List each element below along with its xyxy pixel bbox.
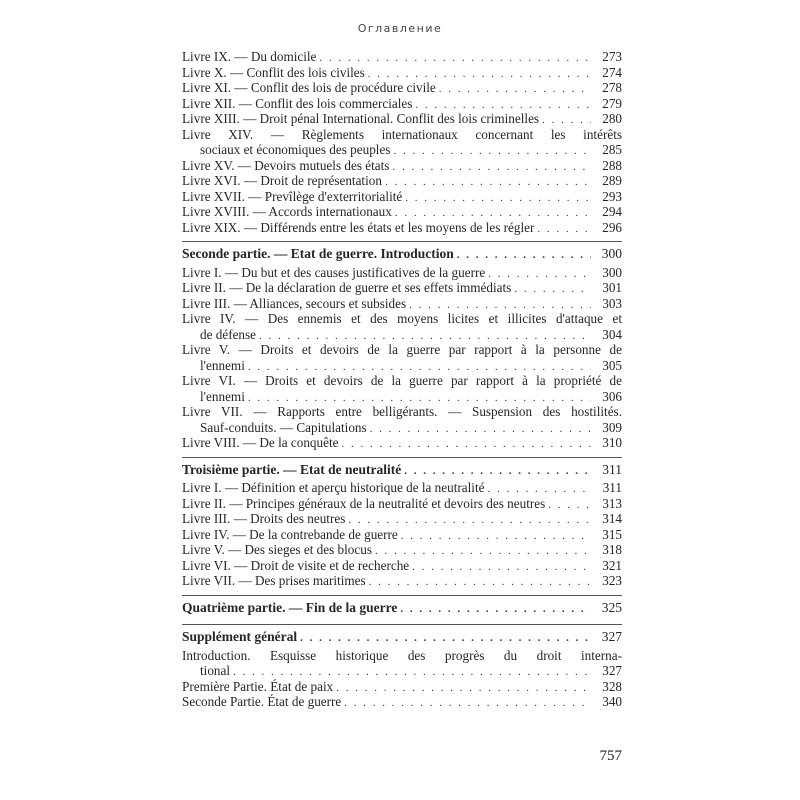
toc-entry — [182, 373, 622, 389]
toc-part-heading — [182, 246, 622, 262]
toc-entry-title: Livre VI. — Droit de visite et de recherche — [182, 557, 410, 573]
toc-page-number: 323 — [602, 573, 622, 588]
toc-entry — [182, 49, 622, 65]
dot-leader — [348, 513, 591, 527]
toc-entry — [182, 65, 622, 81]
toc-part-heading — [182, 629, 622, 645]
toc-entry-title: Livre VII. — Rapports entre belligérants. — Suspension des hostilités. — [182, 404, 622, 419]
toc-entry — [182, 111, 622, 127]
toc-page-number: 311 — [602, 480, 622, 495]
toc-page-number: 318 — [602, 542, 622, 557]
toc-entry-title: Livre XVI. — Droit de représentation — [182, 173, 382, 188]
dot-leader — [415, 98, 591, 112]
toc-entry — [182, 311, 622, 327]
toc-entry-title: Livre X. — Conflit des lois civiles — [182, 64, 365, 80]
toc-entry-title: Livre I. — Définition et aperçu historique de la neutralité — [182, 480, 485, 495]
toc-page-number: 304 — [602, 326, 622, 342]
toc-entry-title: l'ennemi — [200, 388, 245, 404]
toc-entry — [182, 679, 622, 695]
toc-entry — [182, 389, 622, 405]
dot-leader — [368, 67, 591, 81]
toc-page-number: 314 — [602, 511, 622, 526]
toc-part-heading — [182, 600, 622, 616]
toc-entry-title: tional — [200, 663, 231, 678]
dot-leader — [393, 144, 591, 158]
toc-entry-title: Livre I. — Du but et des causes justificatives de la guerre — [182, 264, 486, 280]
dot-leader — [488, 267, 591, 281]
dot-leader — [300, 631, 591, 645]
dot-leader — [392, 160, 591, 174]
toc-entry — [182, 296, 622, 312]
toc-page-number: 310 — [602, 435, 622, 450]
toc-entry — [182, 435, 622, 451]
toc-entry-title: l'ennemi — [200, 357, 245, 373]
toc-page-number: 305 — [602, 357, 622, 373]
dot-leader — [439, 82, 591, 96]
toc-entry — [182, 96, 622, 112]
toc-entry-title: Livre VI. — Droits et devoirs de la guerre par rapport à la propriété de — [182, 373, 622, 388]
toc-entry-title: Livre V. — Des sieges et des blocus — [182, 542, 372, 557]
dot-leader — [259, 329, 591, 343]
toc-entry — [182, 404, 622, 420]
toc-entry-title: Livre XIX. — Différends entre les états et les moyens de les régler — [182, 219, 535, 235]
toc-entry — [182, 648, 622, 664]
section-divider — [182, 624, 622, 625]
toc-page-number: 279 — [602, 95, 622, 111]
dot-leader — [400, 602, 591, 616]
toc-page-number: 285 — [602, 142, 622, 157]
toc-page-number: 303 — [602, 295, 622, 311]
toc-entry-title: Troisième partie. — Etat de neutralité — [182, 461, 402, 477]
toc-entry-title: de défense — [200, 326, 257, 342]
dot-leader — [514, 282, 591, 296]
toc-entry — [182, 663, 622, 679]
toc-entry — [182, 280, 622, 296]
dot-leader — [375, 544, 591, 558]
toc-entry — [182, 327, 622, 343]
toc-part-heading — [182, 462, 622, 478]
dot-leader — [487, 482, 591, 496]
dot-leader — [412, 560, 591, 574]
toc-entry — [182, 142, 622, 158]
toc-entry — [182, 558, 622, 574]
toc-entry-title: Livre VII. — Des prises maritimes — [182, 573, 366, 588]
page-number: 757 — [599, 748, 622, 764]
toc-page-number: 340 — [602, 694, 622, 709]
toc-page-number: 296 — [602, 219, 622, 235]
toc-page-number: 327 — [602, 663, 622, 678]
toc-page-number: 289 — [602, 173, 622, 188]
toc-page-number: 327 — [601, 629, 622, 644]
dot-leader — [409, 298, 591, 312]
toc-entry-title: Livre XV. — Devoirs mutuels des états — [182, 157, 390, 173]
toc-entry-title: Livre IV. — Des ennemis et des moyens licites et illicites d'attaque et — [182, 311, 622, 326]
toc-page-number: 313 — [602, 495, 622, 511]
toc-entry-title: Livre XVIII. — Accords internationaux — [182, 204, 392, 219]
dot-leader — [457, 248, 591, 262]
toc-entry — [182, 158, 622, 174]
dot-leader — [404, 464, 591, 478]
dot-leader — [385, 175, 591, 189]
dot-leader — [369, 575, 591, 589]
dot-leader — [336, 681, 591, 695]
toc-page-number: 301 — [602, 280, 622, 295]
toc-entry-title: Livre VIII. — De la conquête — [182, 435, 339, 450]
toc-entry-title: Introduction. Esquisse historique des progrès du droit interna- — [182, 647, 622, 663]
dot-leader — [401, 529, 591, 543]
dot-leader — [341, 437, 591, 451]
dot-leader — [319, 51, 591, 65]
toc-entry-title: Livre XVII. — Prevîlège d'exterritorialité — [182, 188, 403, 204]
toc-entry-title: Supplément général — [182, 629, 298, 644]
toc-entry — [182, 542, 622, 558]
toc-page-number: 300 — [601, 246, 622, 261]
toc-entry-title: Sauf-conduits. — Capitulations — [200, 419, 367, 435]
toc-entry — [182, 127, 622, 143]
toc-page-number: 274 — [602, 64, 622, 80]
dot-leader — [370, 422, 591, 436]
toc-page-number: 273 — [602, 49, 622, 64]
toc-entry — [182, 173, 622, 189]
dot-leader — [248, 391, 591, 405]
section-divider — [182, 457, 622, 458]
table-of-contents — [182, 49, 622, 710]
toc-entry — [182, 204, 622, 220]
running-head: Оглавление — [357, 22, 443, 35]
toc-entry — [182, 511, 622, 527]
toc-entry-title: Livre XII. — Conflit des lois commerciales — [182, 95, 413, 111]
toc-page-number: 311 — [602, 461, 622, 477]
toc-page-number: 300 — [602, 264, 622, 280]
dot-leader — [537, 222, 591, 236]
toc-entry-title: sociaux et économiques des peuples — [200, 142, 391, 157]
toc-entry-title: Livre IV. — De la contrebande de guerre — [182, 526, 398, 542]
dot-leader — [405, 191, 591, 205]
toc-entry-title: Livre XIV. — Règlements internationaux concernant les intérêts — [182, 126, 622, 142]
toc-page-number: 309 — [602, 419, 622, 435]
toc-page-number: 294 — [602, 204, 622, 219]
toc-entry — [182, 342, 622, 358]
toc-page-number: 280 — [602, 111, 622, 126]
toc-page-number: 325 — [601, 599, 622, 615]
toc-entry — [182, 220, 622, 236]
toc-entry-title: Première Partie. État de paix — [182, 678, 334, 694]
toc-page-number: 328 — [602, 678, 622, 694]
dot-leader — [395, 206, 591, 220]
dot-leader — [248, 360, 591, 374]
toc-page-number: 306 — [602, 388, 622, 404]
toc-entry — [182, 80, 622, 96]
toc-page-number: 288 — [602, 157, 622, 173]
toc-entry — [182, 573, 622, 589]
toc-entry — [182, 420, 622, 436]
toc-entry — [182, 358, 622, 374]
toc-entry — [182, 694, 622, 710]
toc-entry — [182, 265, 622, 281]
dot-leader — [548, 498, 591, 512]
toc-page-number: 293 — [602, 188, 622, 204]
toc-entry-title: Livre XI. — Conflit des lois de procédure civile — [182, 80, 436, 95]
toc-entry — [182, 480, 622, 496]
toc-page-number: 315 — [602, 526, 622, 542]
toc-entry-title: Livre II. — De la déclaration de guerre et ses effets immédiats — [182, 280, 512, 295]
section-divider — [182, 595, 622, 596]
toc-entry-title: Seconde partie. — Etat de guerre. Introduction — [182, 246, 454, 261]
toc-entry-title: Livre III. — Droits des neutres — [182, 511, 346, 526]
dot-leader — [344, 696, 591, 710]
toc-page-number: 321 — [602, 557, 622, 573]
toc-entry-title: Livre IX. — Du domicile — [182, 49, 317, 64]
section-divider — [182, 241, 622, 242]
toc-entry-title: Livre III. — Alliances, secours et subsides — [182, 295, 407, 311]
dot-leader — [542, 113, 591, 127]
toc-entry-title: Quatrième partie. — Fin de la guerre — [182, 599, 398, 615]
toc-entry-title: Livre II. — Principes généraux de la neutralité et devoirs des neutres — [182, 495, 546, 511]
toc-entry-title: Seconde Partie. État de guerre — [182, 694, 342, 709]
toc-entry — [182, 527, 622, 543]
dot-leader — [233, 665, 591, 679]
toc-entry — [182, 189, 622, 205]
toc-entry-title: Livre XIII. — Droit pénal International. Conflit des lois criminelles — [182, 111, 540, 126]
toc-entry — [182, 496, 622, 512]
toc-entry-title: Livre V. — Droits et devoirs de la guerre par rapport à la personne de — [182, 342, 622, 357]
toc-page-number: 278 — [602, 80, 622, 95]
